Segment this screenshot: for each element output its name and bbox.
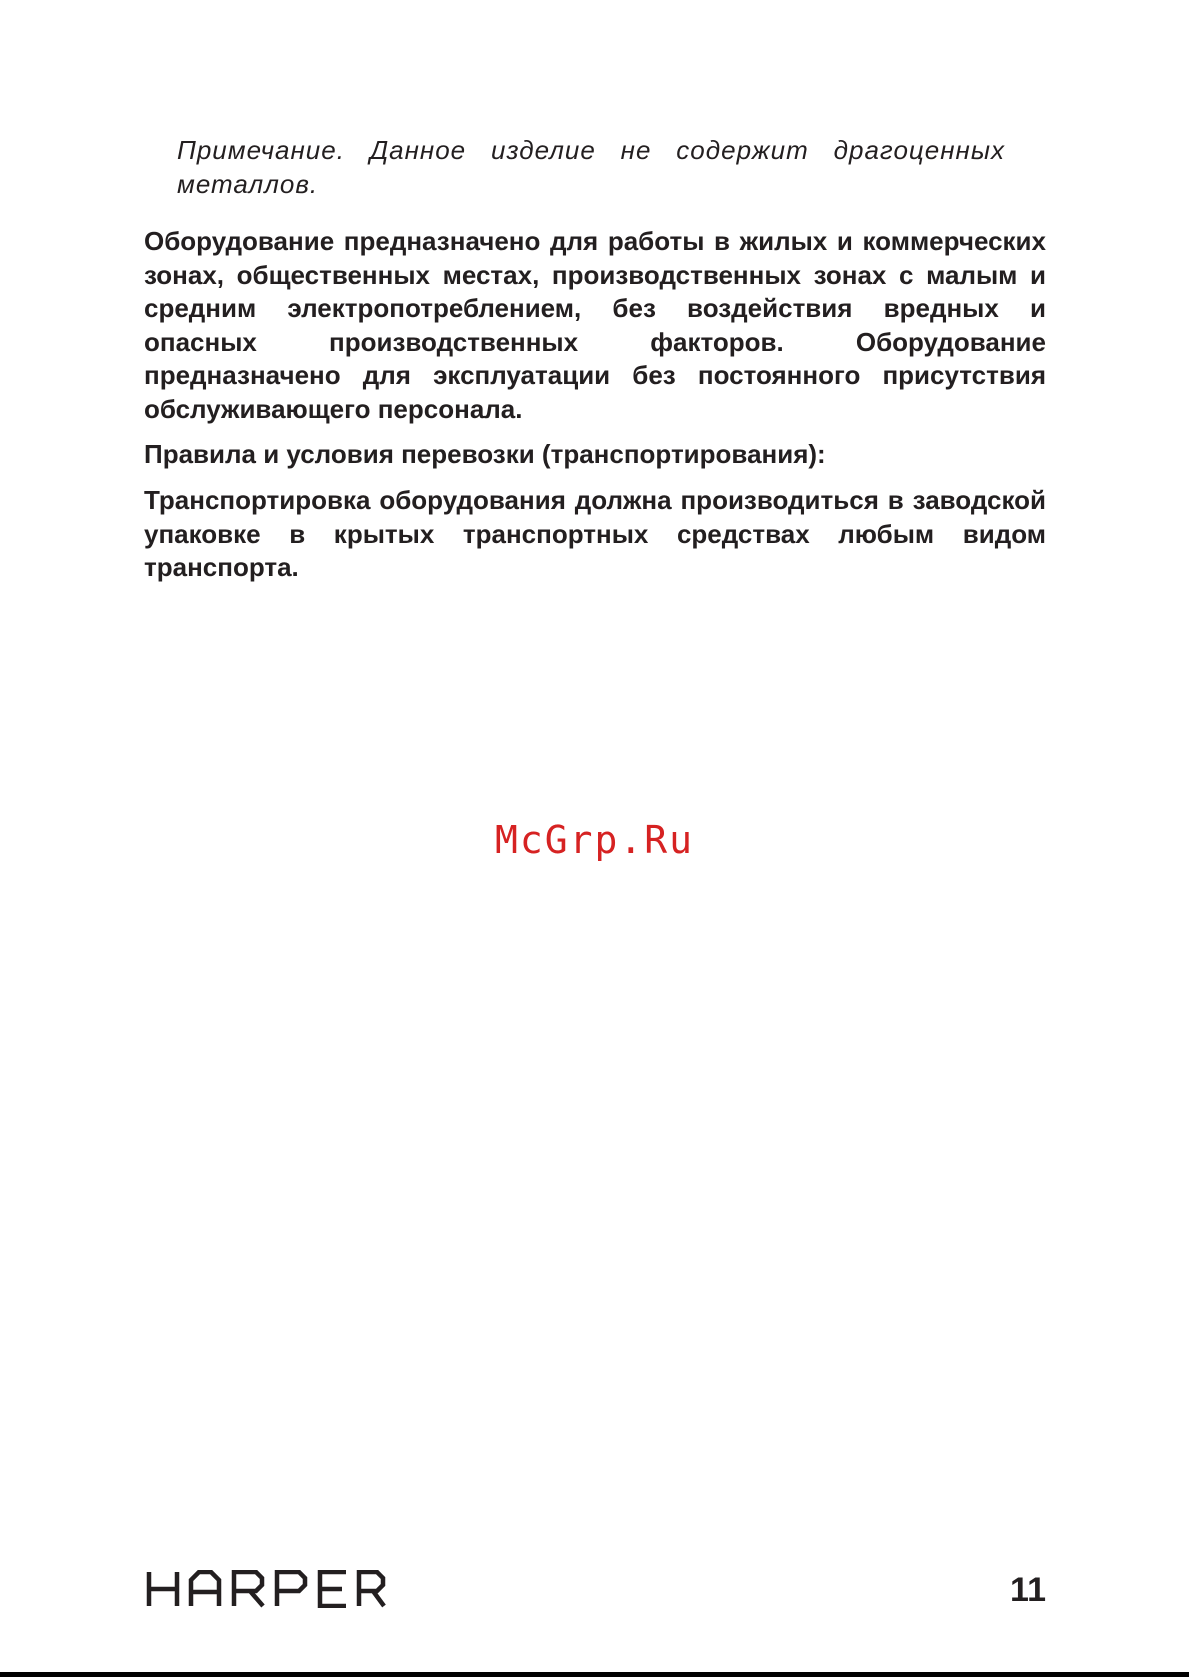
paragraph-purpose: Оборудование предназначено для работы в жилых и коммерческих зонах, общественных местах, производственных зонах с малым и средним электропотреблением, без воздействия вредных и опасных производственных факторов. Оборудование предназначено для эксплуатации без постоянного присутствия обслуживающего персонала.	[144, 226, 1046, 424]
watermark-link[interactable]: McGrp.Ru	[494, 818, 695, 862]
bottom-rule	[0, 1672, 1189, 1677]
paragraph-transport-heading: Правила и условия перевозки (транспортирования):	[144, 439, 826, 469]
harper-logo	[146, 1570, 386, 1608]
page-number: 11	[1010, 1571, 1046, 1609]
note-text: Примечание. Данное изделие не содержит драгоценных металлов.	[177, 135, 1005, 199]
paragraph-transport-rules: Транспортировка оборудования должна производиться в заводской упаковке в крытых транспортных средствах любым видом транспорта.	[144, 485, 1046, 582]
